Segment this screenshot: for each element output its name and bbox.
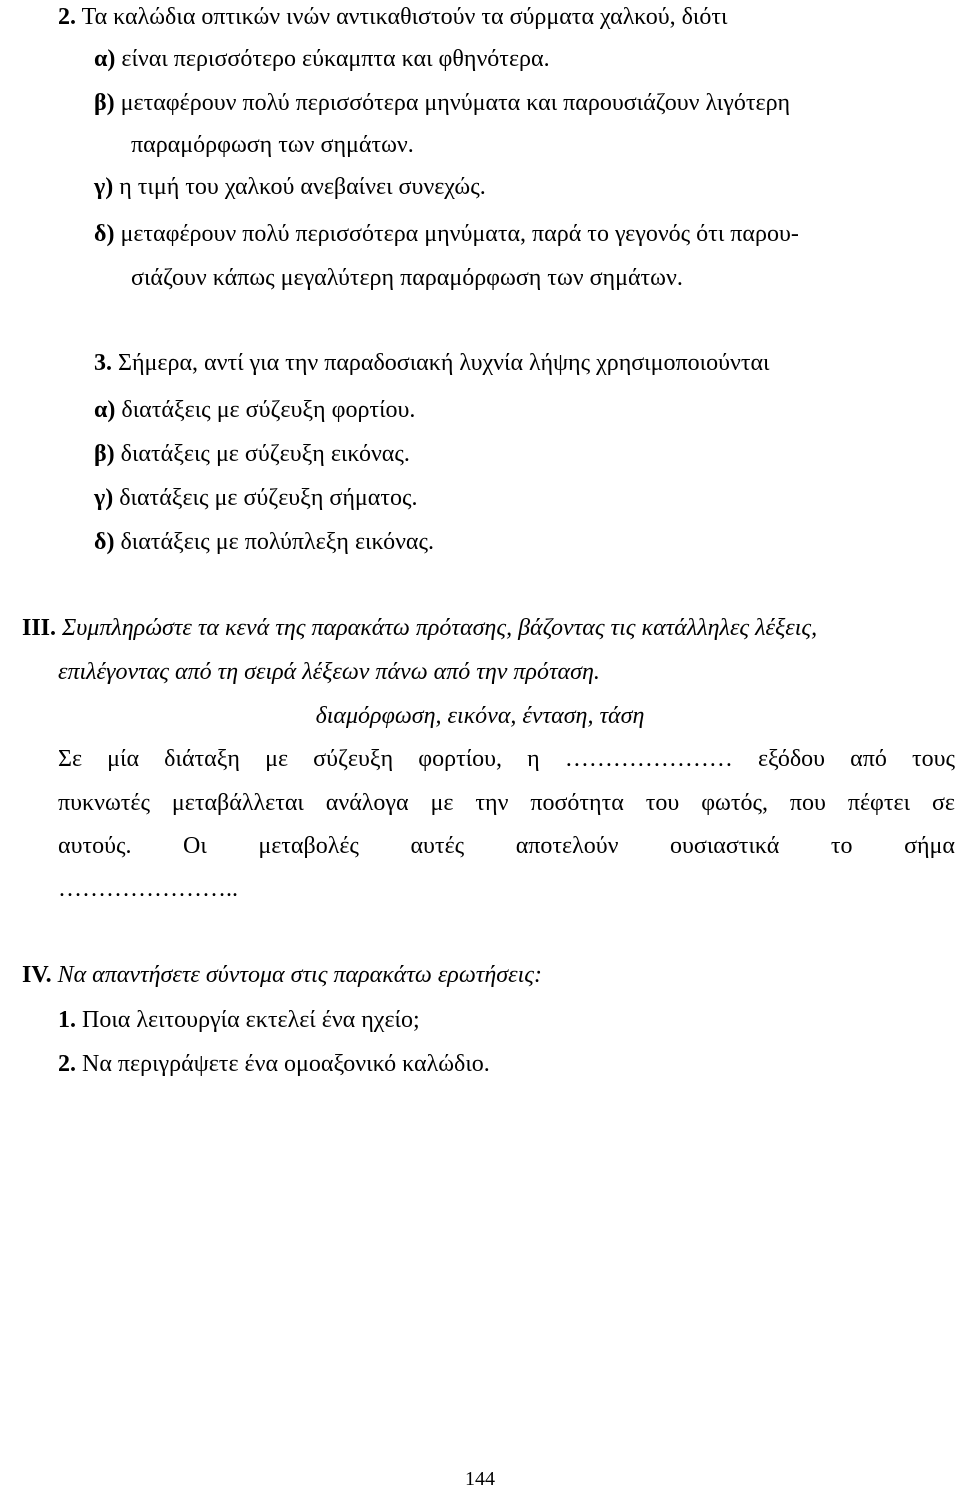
q3-option-a: α) διατάξεις με σύζευξη φορτίου. xyxy=(94,397,416,423)
q2-stem-text: Τα καλώδια οπτικών ινών αντικαθιστούν τα σύρματα χαλκού, διότι xyxy=(81,4,728,30)
q2-option-d: δ) μεταφέρουν πολύ περισσότερα μηνύματα, παρά το γεγονός ότι παρου- xyxy=(94,221,799,247)
section-iv-question-2: 2. Να περιγράψετε ένα ομοαξονικό καλώδιο. xyxy=(58,1051,490,1077)
q3-option-b: β) διατάξεις με σύζευξη εικόνας. xyxy=(94,441,410,467)
fill-sentence-line-1: Σε μία διάταξη με σύζευξη φορτίου, η ………………… εξόδου από τους xyxy=(58,746,955,772)
section-iv-question-1: 1. Ποια λειτουργία εκτελεί ένα ηχείο; xyxy=(58,1007,420,1033)
q2-option-b-cont: παραμόρφωση των σημάτων. xyxy=(131,132,414,158)
fill-sentence-line-4: ………………….. xyxy=(58,876,238,902)
q3-option-c: γ) διατάξεις με σύζευξη σήματος. xyxy=(94,485,418,511)
q3-number: 3. xyxy=(94,350,112,376)
q3-stem-text: Σήμερα, αντί για την παραδοσιακή λυχνία λήψης χρησιμοποιούνται xyxy=(118,350,770,376)
q3-stem xyxy=(94,349,770,377)
section-iii-number: III. xyxy=(22,615,57,641)
q2-stem xyxy=(58,3,727,31)
fill-sentence-line-3: αυτούς. Οι μεταβολές αυτές αποτελούν ουσιαστικά το σήμα xyxy=(58,833,955,859)
section-iii-instruction-cont: επιλέγοντας από τη σειρά λέξεων πάνω από την πρόταση. xyxy=(58,659,600,685)
page-number: 144 xyxy=(465,1468,495,1490)
q2-option-a: α) είναι περισσότερο εύκαμπτα και φθηνότερα. xyxy=(94,46,550,72)
fill-sentence-line-2: πυκνωτές μεταβάλλεται ανάλογα με την ποσότητα του φωτός, που πέφτει σε xyxy=(58,790,955,816)
section-iv-number: IV. xyxy=(22,962,52,988)
q3-option-d: δ) διατάξεις με πολύπλεξη εικόνας. xyxy=(94,529,435,555)
q2-option-d-cont: σιάζουν κάπως μεγαλύτερη παραμόρφωση των σημάτων. xyxy=(131,265,683,291)
q2-option-c: γ) η τιμή του χαλκού ανεβαίνει συνεχώς. xyxy=(94,174,486,200)
q2-number: 2. xyxy=(58,4,76,30)
word-bank: διαμόρφωση, εικόνα, ένταση, τάση xyxy=(315,703,645,729)
q2-option-b: β) μεταφέρουν πολύ περισσότερα μηνύματα και παρουσιάζουν λιγότερη xyxy=(94,90,791,116)
section-iv-instruction: IV. Να απαντήσετε σύντομα στις παρακάτω ερωτήσεις: xyxy=(22,962,542,988)
section-iii-instruction: III. Συμπληρώστε τα κενά της παρακάτω πρότασης, βάζοντας τις κατάλληλες λέξεις, xyxy=(22,615,818,641)
